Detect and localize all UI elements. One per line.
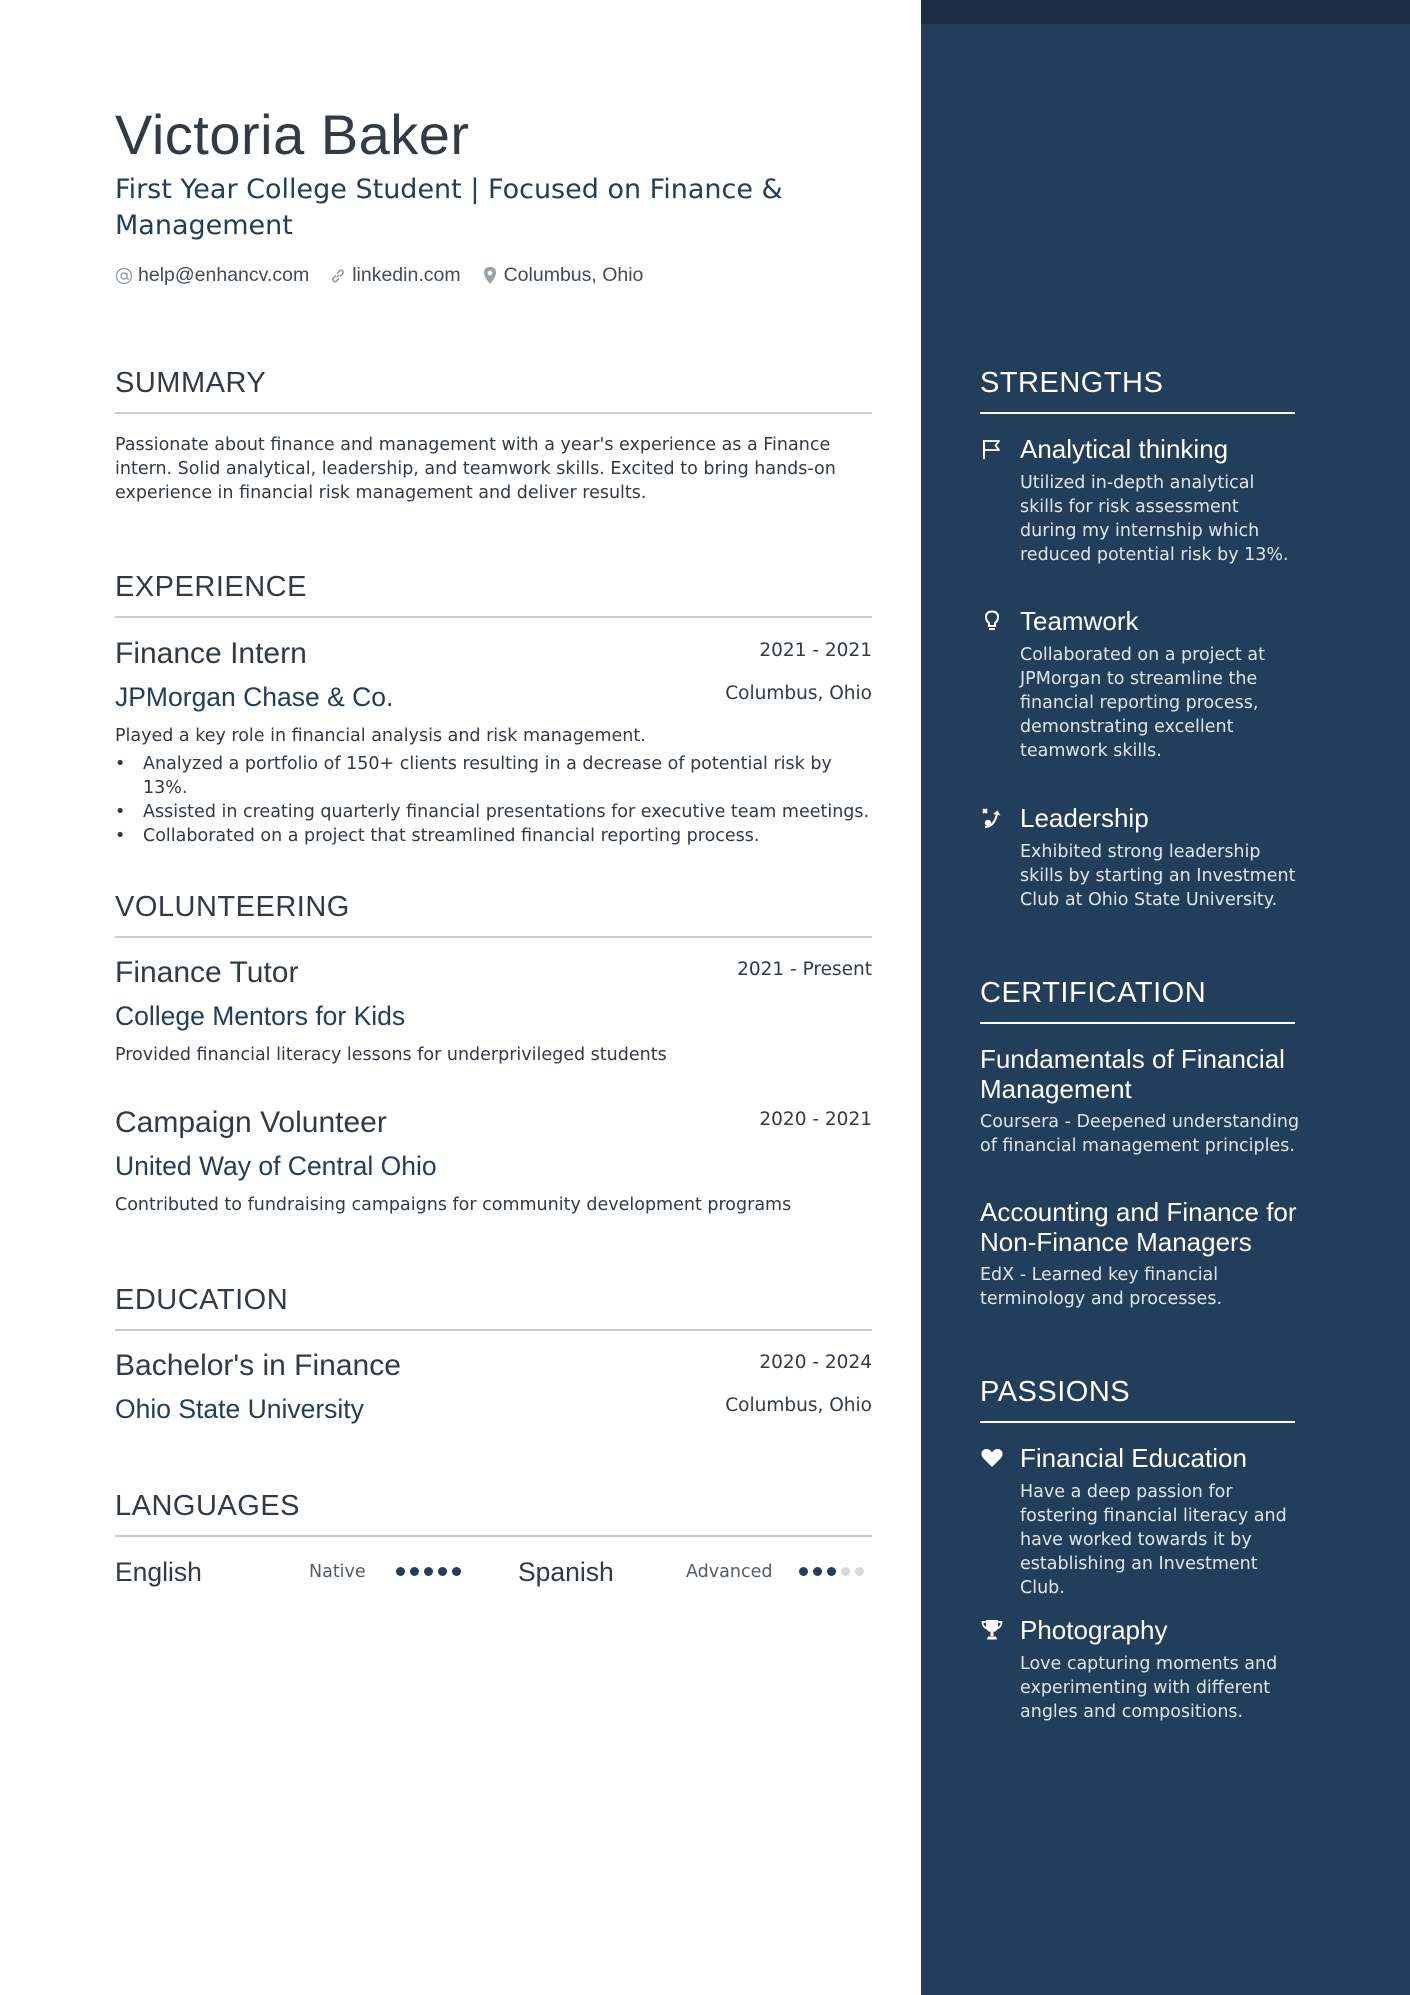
link-icon [329,267,347,285]
strengths-heading: STRENGTHS [980,366,1295,414]
strength-description: Exhibited strong leadership skills by starting an Investment Club at Ohio State University. [1020,842,1296,910]
education-dates: 2020 - 2024 [759,1352,872,1373]
lightbulb-icon [980,609,1004,633]
certification-title: Accounting and Finance for Non-Finance Managers [980,1197,1297,1257]
strength-description: Collaborated on a project at JPMorgan to streamline the financial reporting process, demonstrating excellent teamwork skills. [1020,645,1265,761]
volunteer-org: College Mentors for Kids [115,1001,406,1031]
certification-title: Fundamentals of Financial Management [980,1044,1285,1104]
passions-heading: PASSIONS [980,1375,1295,1423]
strength-title: Teamwork [1020,606,1139,636]
linkedin-text: linkedin.com [352,264,461,286]
experience-company: JPMorgan Chase & Co. [115,682,394,712]
language-level: Native [309,1562,366,1582]
heart-icon [980,1446,1004,1470]
volunteer-role: Finance Tutor [115,956,299,989]
rating-dot-filled [438,1567,447,1576]
list-item: • Collaborated on a project that streamlined financial reporting process. [115,824,875,848]
education-degree: Bachelor's in Finance [115,1349,401,1382]
flag-icon [980,437,1004,461]
passion-description: Have a deep passion for fostering financial literacy and have worked towards it by establishing an Investment Club. [1020,1482,1287,1598]
contact-location [481,264,644,287]
experience-location: Columbus, Ohio [725,683,872,704]
passion-title: Photography [1020,1615,1168,1645]
volunteer-dates: 2020 - 2021 [759,1109,872,1130]
volunteer-dates: 2021 - Present [737,959,872,980]
volunteer-role: Campaign Volunteer [115,1106,387,1139]
experience-description: Played a key role in financial analysis and risk management. [115,726,646,746]
volunteer-org: United Way of Central Ohio [115,1151,437,1181]
certification-description: Coursera - Deepened understanding of financial management principles. [980,1112,1300,1156]
rating-dot-filled [410,1567,419,1576]
volunteer-description: Contributed to fundraising campaigns for community development programs [115,1195,792,1215]
email-text: help@enhancv.com [138,264,310,286]
education-school: Ohio State University [115,1394,364,1424]
rating-dot-filled [452,1567,461,1576]
location-text: Columbus, Ohio [503,264,644,286]
sidebar-top-band [921,0,1410,24]
languages-heading: LANGUAGES [115,1489,872,1537]
strength-title: Leadership [1020,803,1149,833]
language-name: English [115,1557,202,1587]
experience-bullets [115,752,875,848]
language-name: Spanish [518,1557,614,1587]
education-heading: EDUCATION [115,1283,872,1331]
at-icon [115,267,133,285]
rating-dot-empty [841,1567,850,1576]
rating-dot-filled [424,1567,433,1576]
education-location: Columbus, Ohio [725,1395,872,1416]
passion-description: Love capturing moments and experimenting with different angles and compositions. [1020,1654,1278,1722]
strength-description: Utilized in-depth analytical skills for risk assessment during my internship which reduced potential risk by 13%. [1020,473,1289,565]
list-item: • Analyzed a portfolio of 150+ clients resulting in a decrease of potential risk by 13%. [115,752,875,800]
certification-description: EdX - Learned key financial terminology and processes. [980,1265,1223,1309]
headline: First Year College Student | Focused on Finance & Management [115,174,783,241]
tactics-icon [980,806,1004,830]
passion-title: Financial Education [1020,1443,1247,1473]
contact-linkedin[interactable] [329,264,460,287]
rating-dot-filled [827,1567,836,1576]
experience-heading: EXPERIENCE [115,570,872,618]
language-rating [396,1567,466,1576]
volunteering-heading: VOLUNTEERING [115,890,872,938]
rating-dot-filled [813,1567,822,1576]
list-item: • Assisted in creating quarterly financial presentations for executive team meetings. [115,800,875,824]
rating-dot-empty [855,1567,864,1576]
contact-email[interactable] [115,264,309,287]
summary-heading: SUMMARY [115,366,872,414]
location-pin-icon [481,266,499,286]
trophy-icon [980,1618,1004,1642]
experience-dates: 2021 - 2021 [759,640,872,661]
strength-title: Analytical thinking [1020,434,1229,464]
volunteer-description: Provided financial literacy lessons for underprivileged students [115,1045,667,1065]
experience-role: Finance Intern [115,637,307,670]
certification-heading: CERTIFICATION [980,976,1295,1024]
candidate-name: Victoria Baker [115,103,470,166]
rating-dot-filled [799,1567,808,1576]
contact-bar [115,264,663,287]
summary-text: Passionate about finance and management with a year's experience as a Finance intern. Solid analytical, leadership, and teamwork skills. Excited to bring hands-on experience in financial risk management and deliver results. [115,435,836,503]
language-level: Advanced [686,1562,773,1582]
rating-dot-filled [396,1567,405,1576]
language-rating [799,1567,869,1576]
